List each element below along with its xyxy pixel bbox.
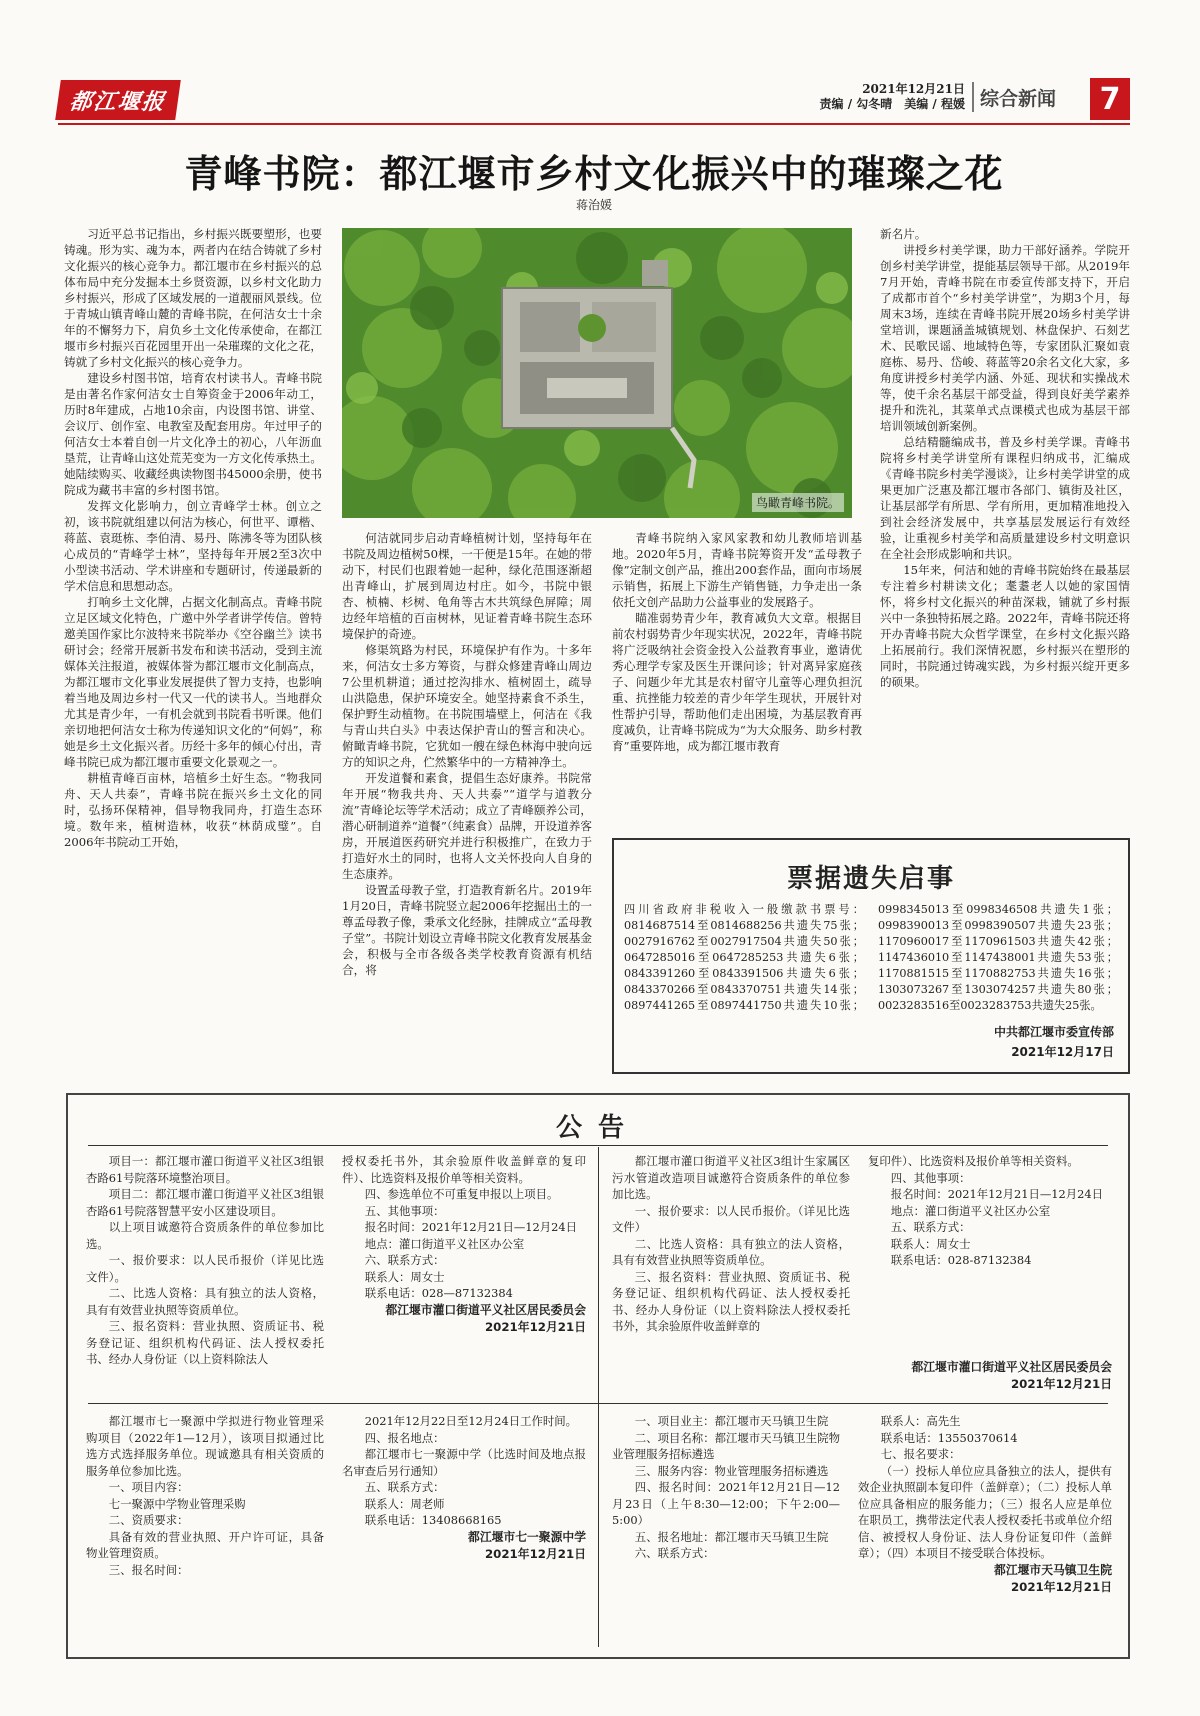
paragraph: 修渠筑路为村民，环境保护有作为。十多年来，何洁女士多方筹资，与群众修建青峰山周边7公里机耕道；通过挖沟排水、植树固土，疏导山洪隐患，保护环境安全。她坚持素食不杀生，保护野生动植物。在书院围墙壁上，何洁在《我与青山共白头》中表达保护青山的誓言和决心。俯瞰青峰书院，它犹如一艘在绿色林海中驶向远方的知识之舟，伫然繁华中的一方精神净土。 [342,643,592,769]
item: 联系人：周老师 [364,1496,445,1511]
paragraph: 开发道餐和素食，提倡生态好康养。书院常年开展“物我共舟、天人共泰”“道学与道教分流”青峰论坛等学术活动；成立了青峰颐养公司，潜心研制道养“道餐”（纯素食）品牌，开设道养客房，开展道医药研究并进行积极推广，在致力于打造好水土的同时，也将人文关怀投向人自身的生态康养。 [342,771,592,881]
item: 三、报名资料：营业执照、资质证书、税务登记证、组织机构代码证、法人授权委托书、经办人身份证（以上资料除法人 [86,1319,324,1366]
header-divider [972,82,974,112]
item: 都江堰市七一聚源中学拟进行物业管理采购项目（2022年1—12月），该项目拟通过比选方式选择服务单位。现诚邀具有相关资质的服务单位参加比选。 [86,1414,324,1478]
paragraph: 15年来，何洁和她的青峰书院始终在最基层专注着乡村耕读文化；耄耋老人以她的家国情怀，将乡村文化振兴的种苗深栽，铺就了乡村振兴中一条独特拓展之路。2022年，青峰书院还将开办青峰书院大众哲学课堂，在乡村文化振兴路上拓展前行。我们深情祝愿，乡村振兴在塑形的同时，书院通过铸魂实践，为乡村振兴绽开更多的硕果。 [880,563,1130,689]
paragraph: 建设乡村图书馆，培育农村读书人。青峰书院是由著名作家何洁女士自筹资金于2006年动工，历时8年建成，占地10余亩，内设图书馆、讲堂、会议厅、创作室、电教室及配套用房。年过甲子的何洁女士本着自创一片文化净土的初心，八年沥血垦荒，让青峰山这处荒芜变为一方文化传承热土。她陆续购买、收藏经典读物图书45000余册，使书院成为藏书丰富的乡村图书馆。 [64,371,322,497]
article-column-1 [64,226,322,1078]
item: 授权委托书外，其余验原件收盖鲜章的复印件）、比选资料及报价单等相关资料。 [342,1154,586,1185]
item: 项目二：都江堰市灌口街道平义社区3组银杏路61号院落智慧平安小区建设项目。 [86,1187,324,1218]
item: 联系人：高先生 [880,1414,961,1428]
item: 五、报名地址：都江堰市天马镇卫生院 [634,1529,829,1544]
item: 联系人：周女士 [890,1236,971,1251]
item: 一、项目业主：都江堰市天马镇卫生院 [634,1414,829,1428]
item: 三、报名时间： [108,1562,189,1577]
notice-date: 2021年12月17日 [1011,1045,1114,1059]
article-headline: 青峰书院：都江堰市乡村文化振兴中的璀璨之花 [184,151,1004,196]
paragraph: 总结精髓编成书，普及乡村美学课。青峰书院将乡村美学讲堂所有课程归纳成书，汇编成《青峰书院乡村美学漫谈》，让乡村美学讲堂的成果更加广泛惠及都江堰市各部门、镇街及社区，让基层部学有所思、学有所用，更加精准地投入到社会经济发展中，共享基层发展运行有效经验，让重视乡村美学和高质量建设乡村文明意识在全社会形成影响和共识。 [880,435,1130,561]
announcement-4-left [612,1413,840,1562]
announcements-rule [88,1145,1108,1146]
announcement-3 [86,1413,586,1653]
announcement-3-signer: 都江堰市七一聚源中学 [468,1529,586,1544]
item: 二、比选人资格：具有独立的法人资格，具有有效营业执照等资质单位。 [86,1286,324,1317]
lost-receipt-notice [612,838,1130,1074]
item: 四、其他事项： [890,1170,971,1185]
item: 联系电话：028—87132384 [364,1286,513,1300]
paragraph: 耕植青峰百亩林，培植乡土好生态。“物我同舟、天人共泰”，青峰书院在振兴乡土文化的同时，弘扬环保精神，倡导物我同舟，打造生态环境。数年来，植树造林，收获“林荫成璧”。自2006年书院动工开始， [64,771,322,849]
page-number: 7 [1090,78,1130,120]
item: 一、项目内容： [108,1480,189,1494]
paragraph: 新名片。 [880,227,927,241]
article-byline: 蒋治媛 [575,198,612,212]
item: 五、联系方式： [890,1220,971,1234]
item: 五、联系方式： [364,1480,445,1494]
item: 联系电话：13408668165 [364,1513,502,1527]
item: 2021年12月22日至12月24日工作时间。 [364,1414,578,1428]
item: 报名时间：2021年12月21日—12月24日 [364,1220,578,1234]
photo-caption: 鸟瞰青峰书院。 [752,493,844,512]
article-column-4 [880,226,1130,830]
announcement-1-date: 2021年12月21日 [484,1319,586,1334]
paragraph: 青峰书院纳入家风家教和幼儿教师培训基地。2020年5月，青峰书院筹资开发“孟母教子像”定制文创产品，推出200套作品，面向市场展示销售，拓展上下游生产销售链，力争走出一条依托文创产品助力公益事业的发展路子。 [612,531,862,609]
article-column-2 [342,530,592,1078]
announcement-1 [86,1153,586,1399]
newspaper-logo: 都江堰报 [55,80,181,120]
notice-title: 票据遗失启事 [786,864,955,894]
announcement-2-left [612,1153,850,1335]
item: 项目一：都江堰市灌口街道平义社区3组银杏路61号院落环境整治项目。 [86,1154,324,1185]
paragraph: 设置孟母教子堂，打造教育新名片。2019年1月20日，青峰书院竖立起2006年挖掘出土的一尊孟母教子像，秉承文化经脉，挂牌成立“孟母教子堂”。书院计划设立青峰书院文化教育发展基金会，积极与全市各级各类学校教育资源有机结合，将 [342,883,592,977]
issue-info [780,82,965,112]
item: 具备有效的营业执照、开户许可证，具备物业管理资质。 [86,1529,324,1560]
item: 七一聚源中学物业管理采购 [108,1496,246,1511]
announcement-3-right [342,1413,586,1563]
announcement-2-sign [812,1359,1112,1393]
notice-signer: 中共都江堰市委宣传部 [993,1025,1114,1039]
item: 二、项目名称：都江堰市天马镇卫生院物业管理服务招标遴选 [612,1430,840,1461]
item: 六、联系方式： [634,1546,715,1560]
item: 联系电话：028-87132384 [890,1253,1032,1267]
paragraph: 打响乡土文化牌，占据文化制高点。青峰书院立足区域文化特色，广邀中外学者讲学传信。曾特邀美国作家比尔波特来书院举办《空谷幽兰》读书研讨会；经常开展新书发布和读书活动，受到主流媒体关注报道，被媒体誉为都江堰市文化制高点，为都江堰市文化事业发展提供了智力支持，也影响着当地及周边乡村一代又一代的读书人。当地群众尤其是青少年，一有机会就到书院看书听课。他们亲切地把何洁女士称为传递知识文化的“何妈”，称她是乡土文化振兴者。历经十多年的倾心付出，青峰书院已成为都江堰市重要文化景观之一。 [64,595,322,769]
announcement-2-right [868,1153,1112,1269]
paragraph: 讲授乡村美学课，助力干部好涵养。学院开创乡村美学讲堂，提能基层领导干部。从2019年7月开始，青峰书院在市委宣传部支持下，开启了成都市首个“乡村美学讲堂”，为期3个月，每周末3场，连续在青峰书院开展20场乡村美学讲堂培训，课题涵盖城镇规划、林盘保护、石刻艺术、民歌民谣、地域特色等，专家团队汇聚如袁庭栋、易丹、岱峻、蒋蓝等20余名文化大家，多角度讲授乡村美学内涵、外延、现状和实操战术等，使千余名基层干部受益，得到良好美学素养提升和洗礼，其菜单式点课模式也成为基层干部培训领域创新案例。 [880,243,1130,433]
item: 都江堰市七一聚源中学（比选时间及地点报名审查后另行通知） [342,1447,586,1478]
item: 地点：灌口街道平义社区办公室 [890,1203,1051,1218]
section-name: 综合新闻 [980,88,1057,110]
item: 以上项目诚邀符合资质条件的单位参加比选。 [86,1220,324,1251]
announcement-3-left [86,1413,324,1578]
item: 地点：灌口街道平义社区办公室 [364,1236,525,1251]
announcement-4-right [858,1413,1112,1596]
announcements-title: 公告 [555,1113,640,1143]
item: 三、报名资料：营业执照、资质证书、税务登记证、组织机构代码证、法人授权委托书、经办人身份证（以上资料除法人授权委托书外，其余验原件收盖鲜章的 [612,1269,850,1333]
notice-body: 四川省政府非税收入一般缴款书票号：0814687514至0814688256共遗失75张；0027916762至0027917504共遗失50张；0647285016至0647285253共遗失6张；0843391260至0843391506共遗失6张；0843370266至0843370751共遗失14张；0897441265至0897441750共遗失10张；0998345013至0998346508共遗失1张；0998390013至0998390507共遗失23张；1170960017至1170961503共遗失42张；1147436010至1147438001共遗失53张；1170881515至1170882753共遗失16张；1303073267至1303074257共遗失80张；0023283516至0023283753共遗失25张。 [624,903,1118,1012]
announcement-4 [612,1413,1112,1653]
announcement-3-date: 2021年12月21日 [484,1546,586,1561]
item: 二、比选人资格：具有独立的法人资格，具有有效营业执照等资质单位。 [612,1236,850,1267]
item: 四、参选单位不可重复申报以上项目。 [364,1187,559,1201]
paragraph: 何洁就同步启动青峰植树计划，坚持每年在书院及周边植树50棵，一干便是15年。在她的带动下，村民们也跟着她一起种，绿化范围逐渐超出青峰山，扩展到周边村庄。如今，书院中银杏、桢楠、杉树、龟角等古木共筑绿色屏障；周边经年培植的百亩树林，见证着青峰书院生态环境保护的奇迹。 [342,531,592,641]
item: 联系电话：13550370614 [880,1430,1018,1445]
announcement-2-signer: 都江堰市灌口街道平义社区居民委员会 [911,1360,1112,1374]
paragraph: 习近平总书记指出，乡村振兴既要塑形，也要铸魂。形为实、魂为本，两者内在结合铸就了乡村文化振兴的核心竞争力。都江堰市在乡村振兴的总体布局中充分发掘本土乡贤资源，以乡村文化助力乡村振兴，形成了区域发展的一道靓丽风景线。位于青城山镇青峰山麓的青峰书院，在何洁女士十余年的不懈努力下，肩负乡土文化传承使命，在都江堰市乡村振兴百花园里开出一朵璀璨的文化之花，铸就了乡村文化振兴的核心竞争力。 [64,227,322,369]
item: 一、报价要求：以人民币报价。（详见比选文件） [612,1203,850,1234]
aerial-photo-illustration [342,228,852,518]
item: 七、报名要求： [880,1447,961,1461]
announcement-2 [612,1153,1112,1399]
announcement-1-right [342,1153,586,1336]
item: 四、报名时间：2021年12月21日—12月23日（上午8:30—12:00；下午2:00—5:00） [612,1480,840,1527]
item: 三、服务内容：物业管理服务招标遴选 [634,1463,829,1478]
item: 联系人：周女士 [364,1269,445,1284]
announcement-1-left [86,1153,324,1368]
item: 四、报名地点： [364,1430,445,1445]
editors-credit: 责编 / 勾冬晴 美编 / 程媛 [819,97,965,111]
issue-date: 2021年12月21日 [862,82,965,96]
announcement-2-date: 2021年12月21日 [1010,1377,1112,1391]
header-rule [58,123,1130,125]
item: 五、其他事项： [364,1203,445,1218]
announcements-box [66,1093,1130,1659]
item: 二、资质要求： [108,1513,189,1527]
item: 都江堰市灌口街道平义社区3组计生家属区污水管道改造项目诚邀符合资质条件的单位参加比选。 [612,1154,850,1201]
announcement-1-signer: 都江堰市灌口街道平义社区居民委员会 [385,1302,586,1317]
item: （一）投标人单位应具备独立的法人，提供有效企业执照副本复印件（盖鲜章）；（二）投标人单位应具备相应的服务能力；（三）报名人应是单位在职员工，携带法定代表人授权委托书或单位介绍信、被授权人身份证、法人身份证复印件（盖鲜章）；（四）本项目不接受联合体投标。 [858,1463,1112,1560]
item: 报名时间：2021年12月21日—12月24日 [890,1187,1104,1201]
item: 一、报价要求：以人民币报价（详见比选文件）。 [86,1253,324,1284]
announcements-divider [598,1147,599,1647]
item: 复印件）、比选资料及报价单等相关资料。 [868,1154,1079,1168]
announcement-4-date: 2021年12月21日 [1010,1579,1112,1594]
article-column-3 [612,530,862,830]
paragraph: 发挥文化影响力，创立青峰学士林。创立之初，该书院就组建以何洁为核心，何世平、谭楷、蒋蓝、袁珽栋、李伯清、易丹、陈沸冬等为团队核心成员的“青峰学士林”，坚持每年开展2至3次中小型读书活动、学术讲座和专题研讨，传递最新的学术信息和思想动态。 [64,499,322,593]
aerial-photo [342,228,852,518]
item: 六、联系方式： [364,1253,445,1267]
paragraph: 瞄准弱势青少年，教育减负大文章。根据目前农村弱势青少年现实状况，2022年，青峰书院将广泛吸纳社会资金投入公益教育事业，邀请优秀心理学专家及医生开课问诊；针对离异家庭孩子、问题少年尤其是农村留守儿童等心理负担沉重、抗挫能力较差的青少年学生现状，开展针对性帮护引导，帮助他们走出困境，为基层教育再度减负，让青峰书院成为“为大众服务、助乡村教育”重要阵地，成为都江堰市教育 [612,611,862,753]
announcement-4-signer: 都江堰市天马镇卫生院 [994,1562,1112,1577]
